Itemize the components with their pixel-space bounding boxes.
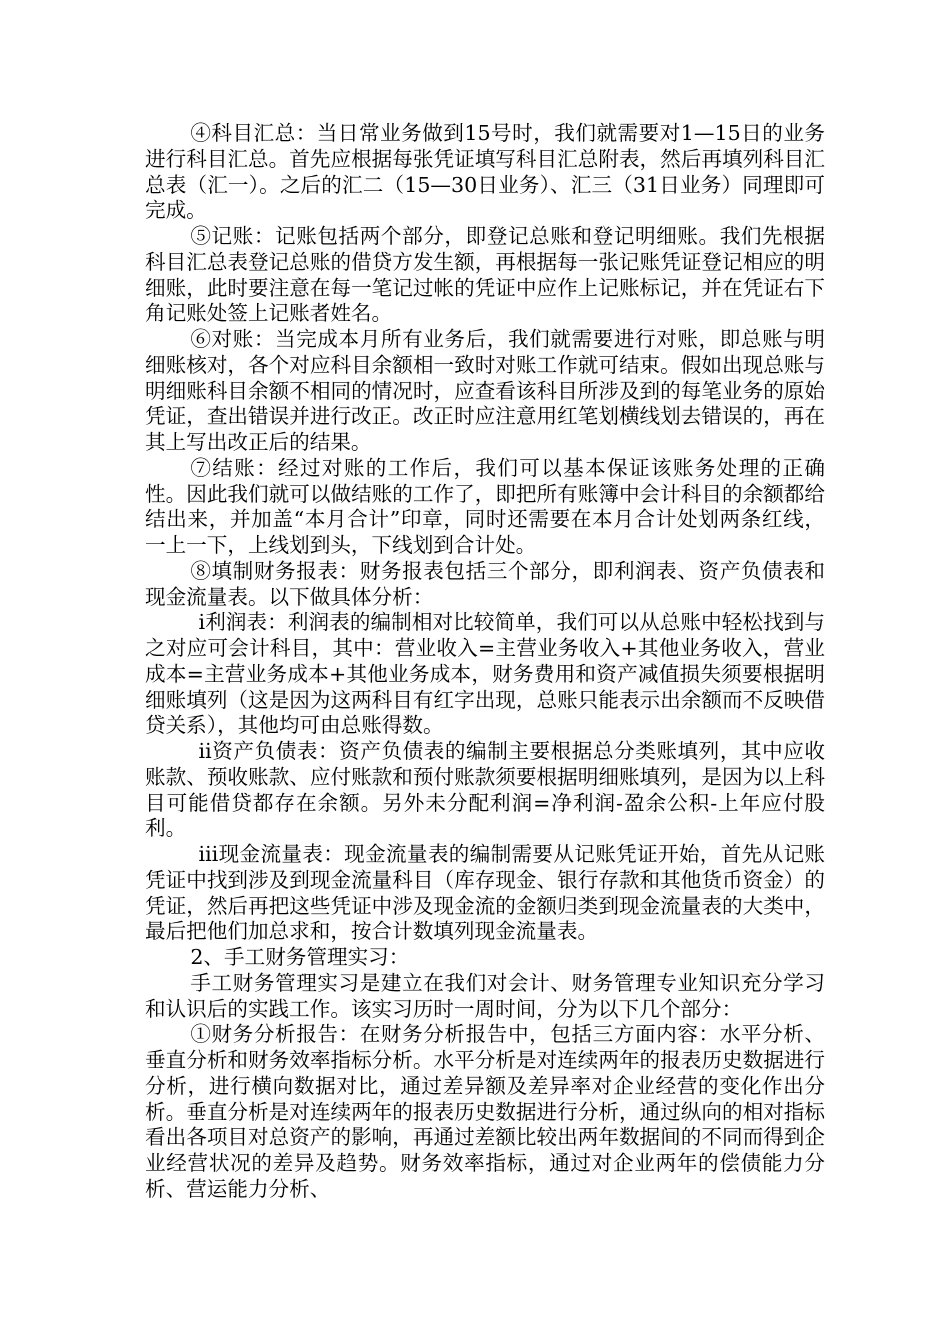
paragraph-reconciliation: ⑥对账：当完成本月所有业务后，我们就需要进行对账，即总账与明细账核对，各个对应科目余额相一致时对账工作就可结束。假如出现总账与明细账科目余额不相同的情况时，应查看该科目所涉及到的每笔业务的原始凭证，查出错误并进行改正。改正时应注意用红笔划横线划去错误的，再在其上写出改正后的结果。 — [145, 327, 825, 454]
section-heading-financial-management: 2、手工财务管理实习： — [190, 945, 410, 969]
paragraph-financial-management-intro: 手工财务管理实习是建立在我们对会计、财务管理专业知识充分学习和认识后的实践工作。该实习历时一周时间，分为以下几个部分： — [145, 970, 825, 1021]
paragraph-balance-sheet: ⅱ资产负债表：资产负债表的编制主要根据总分类账填列，其中应收账款、预收账款、应付账款和预付账款须要根据明细账填列，是因为以上科目可能借贷都存在余额。另外未分配利润=净利润-盈余公积-上年应付股利。 — [145, 739, 825, 841]
paragraph-bookkeeping: ⑤记账：记账包括两个部分，即登记总账和登记明细账。我们先根据科目汇总表登记总账的借贷方发生额，再根据每一张记账凭证登记相应的明细账，此时要注意在每一笔记过帐的凭证中应作上记账标记，并在凭证右下角记账处签上记账者姓名。 — [145, 224, 825, 326]
document-body — [145, 121, 825, 1203]
paragraph-subject-summary: ④科目汇总：当日常业务做到15号时，我们就需要对1—15日的业务进行科目汇总。首先应根据每张凭证填写科目汇总附表，然后再填列科目汇总表（汇一）。之后的汇二（15—30日业务）、汇三（31日业务）同理即可完成。 — [145, 121, 825, 223]
paragraph-financial-statements: ⑧填制财务报表：财务报表包括三个部分，即利润表、资产负债表和现金流量表。以下做具体分析： — [145, 558, 825, 609]
paragraph-cash-flow-statement: ⅲ现金流量表：现金流量表的编制需要从记账凭证开始，首先从记账凭证中找到涉及到现金流量科目（库存现金、银行存款和其他货币资金）的凭证，然后再把这些凭证中涉及现金流的金额归类到现金流量表的大类中，最后把他们加总求和，按合计数填列现金流量表。 — [145, 842, 825, 944]
paragraph-income-statement: ⅰ利润表：利润表的编制相对比较简单，我们可以从总账中轻松找到与之对应可会计科目，其中：营业收入=主营业务收入+其他业务收入，营业成本=主营业务成本+其他业务成本，财务费用和资产减值损失须要根据明细账填列（这是因为这两科目有红字出现，总账只能表示出余额而不反映借贷关系），其他均可由总账得数。 — [145, 610, 825, 738]
paragraph-financial-analysis-report: ①财务分析报告：在财务分析报告中，包括三方面内容：水平分析、垂直分析和财务效率指标分析。水平分析是对连续两年的报表历史数据进行分析，进行横向数据对比，通过差异额及差异率对企业经营的变化作出分析。垂直分析是对连续两年的报表历史数据进行分析，通过纵向的相对指标看出各项目对总资产的影响，再通过差额比较出两年数据间的不同而得到企业经营状况的差异及趋势。财务效率指标，通过对企业两年的偿债能力分析、营运能力分析、 — [145, 1022, 825, 1201]
paragraph-closing-accounts: ⑦结账：经过对账的工作后，我们可以基本保证该账务处理的正确性。因此我们就可以做结账的工作了，即把所有账簿中会计科目的余额都给结出来，并加盖“本月合计”印章，同时还需要在本月合计处划两条红线，一上一下，上线划到头，下线划到合计处。 — [145, 455, 825, 557]
